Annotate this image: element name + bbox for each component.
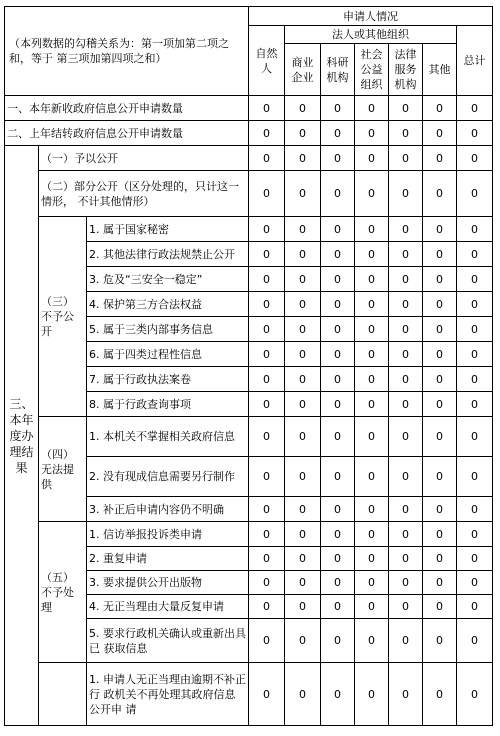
row-label: 2. 重复申请 bbox=[87, 547, 249, 571]
table-row: 3. 补正后申请内容仍不明确 0 0 0 0 0 0 0 bbox=[5, 497, 493, 522]
table-row: 3. 要求提供公开出版物 0 0 0 0 0 0 0 bbox=[5, 571, 493, 595]
row-label: 2. 没有现成信息需要另行制作 bbox=[87, 457, 249, 497]
table-row: 一、本年新收政府信息公开申请数量 0 0 0 0 0 0 0 bbox=[5, 96, 493, 121]
table-row: 2. 重复申请 0 0 0 0 0 0 0 bbox=[5, 547, 493, 571]
row-label: 5. 属于三类内部事务信息 bbox=[87, 317, 249, 342]
table-row: （二）部分公开（区分处理的，只计这一情形， 不计其他情形） 0 0 0 0 0 0 0 bbox=[5, 171, 493, 217]
table-row: 2. 没有现成信息需要另行制作 0 0 0 0 0 0 0 bbox=[5, 457, 493, 497]
row-label: 7. 属于行政执法案卷 bbox=[87, 367, 249, 392]
row-label: 4. 保护第三方合法权益 bbox=[87, 292, 249, 317]
table-row: 1. 申请人无正当理由逾期不补正行 政机关不再处理其政府信息公开申 请 0 0 0 0 0 0 0 bbox=[5, 663, 493, 726]
row-label: 一、本年新收政府信息公开申请数量 bbox=[5, 96, 249, 121]
table-row: 5. 属于三类内部事务信息 0 0 0 0 0 0 0 bbox=[5, 317, 493, 342]
other-header: 其他 bbox=[423, 44, 457, 96]
row-label: 3. 要求提供公开出版物 bbox=[87, 571, 249, 595]
row-label: 4. 无正当理由大量反复申请 bbox=[87, 595, 249, 619]
group-label: （三）不予公开 bbox=[39, 217, 87, 417]
row-label: 二、上年结转政府信息公开申请数量 bbox=[5, 121, 249, 146]
table-row: 7. 属于行政执法案卷 0 0 0 0 0 0 0 bbox=[5, 367, 493, 392]
table-row: 3. 危及“三安全一稳定” 0 0 0 0 0 0 0 bbox=[5, 267, 493, 292]
row-label: 3. 补正后申请内容仍不明确 bbox=[87, 497, 249, 522]
row-label: 8. 属于行政查询事项 bbox=[87, 392, 249, 417]
table-row: （五）不予处理 1. 信访举报投诉类申请 0 0 0 0 0 0 0 bbox=[5, 522, 493, 547]
legal-service-header: 法律服务机构 bbox=[389, 44, 423, 96]
group-label: （五）不予处理 bbox=[39, 522, 87, 663]
row-label: （二）部分公开（区分处理的，只计这一情形， 不计其他情形） bbox=[39, 171, 249, 217]
applicant-info-header: 申请人情况 bbox=[249, 7, 493, 26]
total-header: 总计 bbox=[457, 26, 493, 96]
social-header: 社会公益组织 bbox=[355, 44, 389, 96]
research-header: 科研机构 bbox=[321, 44, 355, 96]
table-row: 4. 无正当理由大量反复申请 0 0 0 0 0 0 0 bbox=[5, 595, 493, 619]
group-label-empty bbox=[39, 663, 87, 726]
row-label: 1. 属于国家秘密 bbox=[87, 217, 249, 242]
table-row: （三）不予公开 1. 属于国家秘密 0 0 0 0 0 0 0 bbox=[5, 217, 493, 242]
table-note: （本列数据的勾稽关系为：第一项加第二项之和，等于 第三项加第四项之和） bbox=[5, 7, 249, 96]
table-row: 4. 保护第三方合法权益 0 0 0 0 0 0 0 bbox=[5, 292, 493, 317]
table-row: 5. 要求行政机关确认或重新出具已 获取信息 0 0 0 0 0 0 0 bbox=[5, 619, 493, 663]
statistics-table bbox=[4, 6, 493, 726]
row-label: 1. 申请人无正当理由逾期不补正行 政机关不再处理其政府信息公开申 请 bbox=[87, 663, 249, 726]
legal-group-header: 法人或其他组织 bbox=[285, 26, 457, 44]
table-row: 二、上年结转政府信息公开申请数量 0 0 0 0 0 0 0 bbox=[5, 121, 493, 146]
row-label: 2. 其他法律行政法规禁止公开 bbox=[87, 242, 249, 267]
row-label: 5. 要求行政机关确认或重新出具已 获取信息 bbox=[87, 619, 249, 663]
table-row: 三、本年度办理结果 （一）予以公开 0 0 0 0 0 0 0 bbox=[5, 146, 493, 171]
table-row: （四）无法提供 1. 本机关不掌握相关政府信息 0 0 0 0 0 0 0 bbox=[5, 417, 493, 457]
row-label: 1. 本机关不掌握相关政府信息 bbox=[87, 417, 249, 457]
group-label: （四）无法提供 bbox=[39, 417, 87, 522]
row-label: 6. 属于四类过程性信息 bbox=[87, 342, 249, 367]
row-label: 3. 危及“三安全一稳定” bbox=[87, 267, 249, 292]
table-row: 2. 其他法律行政法规禁止公开 0 0 0 0 0 0 0 bbox=[5, 242, 493, 267]
natural-person-header: 自然人 bbox=[249, 26, 285, 96]
table-row: 8. 属于行政查询事项 0 0 0 0 0 0 0 bbox=[5, 392, 493, 417]
row-label: 1. 信访举报投诉类申请 bbox=[87, 522, 249, 547]
commercial-header: 商业企业 bbox=[285, 44, 321, 96]
row-label: （一）予以公开 bbox=[39, 146, 249, 171]
table-row: 6. 属于四类过程性信息 0 0 0 0 0 0 0 bbox=[5, 342, 493, 367]
section-3-label: 三、本年度办理结果 bbox=[5, 146, 39, 726]
